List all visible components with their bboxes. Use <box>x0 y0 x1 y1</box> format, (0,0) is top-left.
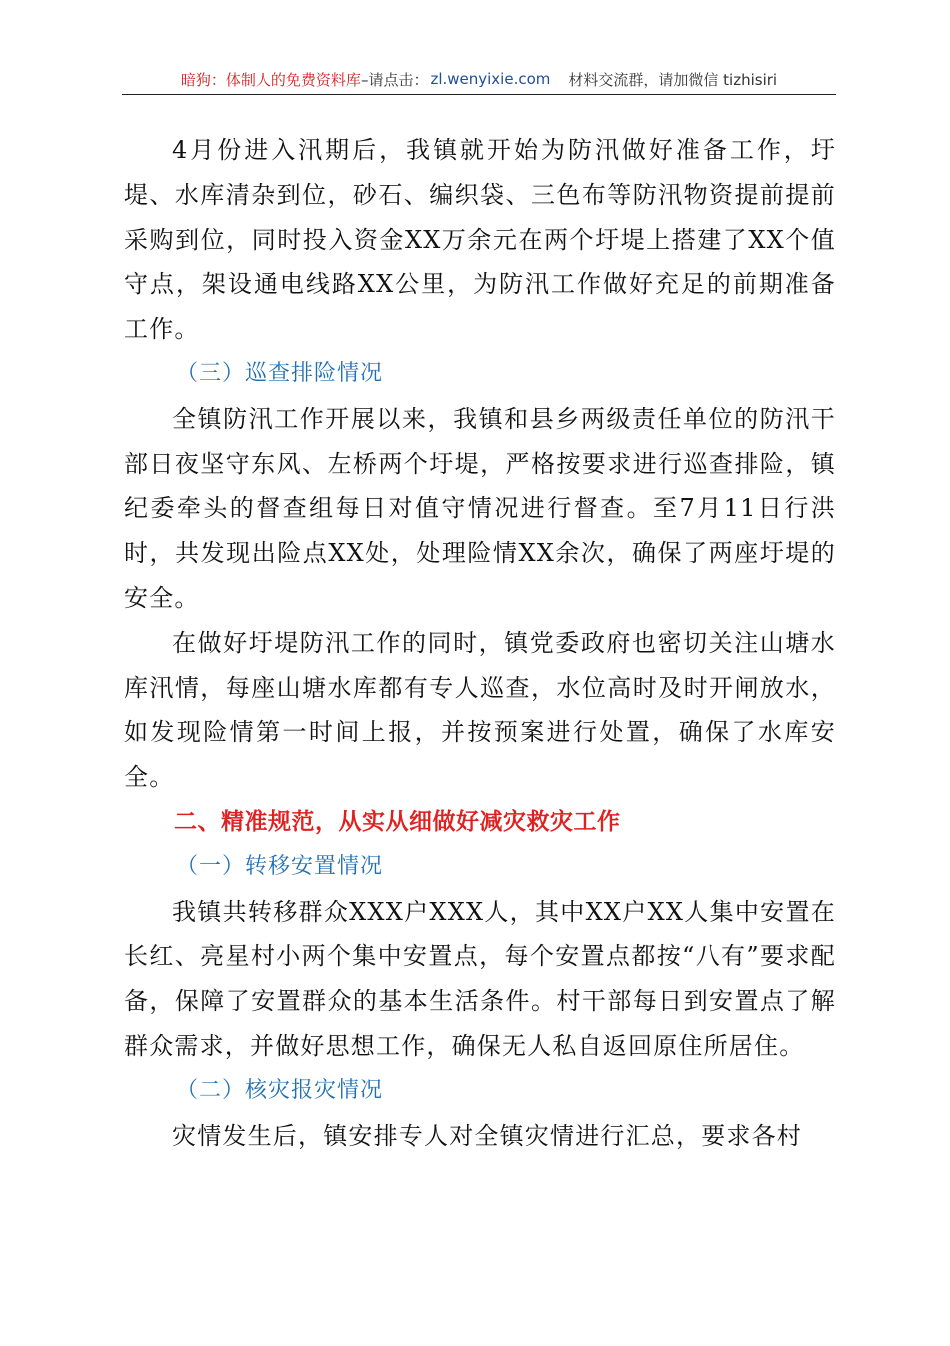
paragraph-reservoir: 在做好圩堤防汛工作的同时，镇党委政府也密切关注山塘水库汛情，每座山塘水库都有专人巡查，水位高时及时开闸放水，如发现险情第一时间上报，并按预案进行处置，确保了水库安全。 <box>124 628 836 792</box>
header-click-text: –请点击： <box>360 70 429 89</box>
page-header <box>122 64 836 95</box>
header-group-text: 材料交流群，请加微信 tizhisiri <box>568 70 778 89</box>
paragraph-relocation: 我镇共转移群众XXX户XXX人，其中XX户XX人集中安置在长红、亮星村小两个集中安置点，每个安置点都按“八有”要求配备，保障了安置群众的基本生活条件。村干部每日到安置点了解群众需求，并做好思想工作，确保无人私自返回原住所居住。 <box>124 897 836 1060</box>
header-ad-text: 暗狗：体制人的免费资料库 <box>180 70 361 89</box>
header-url-link[interactable]: zl.wenyixie.com <box>430 70 551 88</box>
subheading-relocation: （一）转移安置情况 <box>176 853 384 879</box>
subheading-disaster-report: （二）核灾报灾情况 <box>176 1077 384 1103</box>
section-heading-disaster-relief: 二、精准规范，从实从细做好减灾救灾工作 <box>174 808 621 835</box>
subheading-patrol: （三）巡查排险情况 <box>176 360 384 386</box>
paragraph-disaster-report: 灾情发生后，镇安排专人对全镇灾情进行汇总，要求各村 <box>172 1121 802 1150</box>
paragraph-patrol: 全镇防汛工作开展以来，我镇和县乡两级责任单位的防汛干部日夜坚守东风、左桥两个圩堤，严格按要求进行巡查排险，镇纪委牵头的督查组每日对值守情况进行督查。至7月11日行洪时，共发现出险点XX处，处理险情XX余次，确保了两座圩堤的安全。 <box>124 404 836 612</box>
paragraph-flood-preparation: 4月份进入汛期后，我镇就开始为防汛做好准备工作，圩堤、水库清杂到位，砂石、编织袋、三色布等防汛物资提前提前采购到位，同时投入资金XX万余元在两个圩堤上搭建了XX个值守点，架设通电线路XX公里，为防汛工作做好充足的前期准备工作。 <box>124 136 836 344</box>
document-body <box>124 128 836 1158</box>
